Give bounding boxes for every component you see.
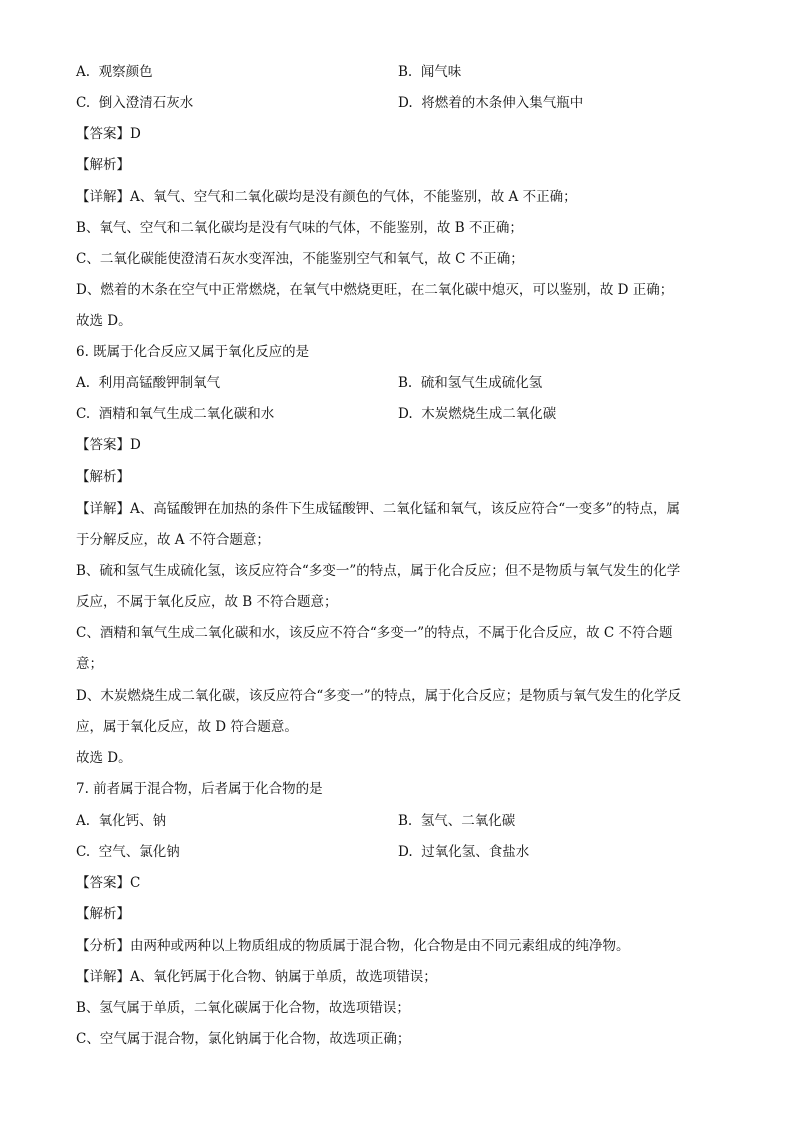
q5-analysis-heading: 【解析】	[76, 157, 130, 173]
option-key: A.	[76, 375, 91, 391]
q7-analysis-line: 【分析】由两种或两种以上物质组成的物质属于混合物，化合物是由不同元素组成的纯净物。	[76, 938, 630, 954]
option-text: 闻气味	[420, 64, 462, 80]
q6-stem: 6. 既属于化合反应又属于氧化反应的是	[76, 344, 310, 360]
option-key: C.	[76, 406, 91, 422]
q7-option-a	[76, 811, 166, 831]
option-key: B.	[398, 64, 413, 80]
q7-answer: 【答案】C	[76, 875, 141, 891]
q5-conclusion: 故选 D。	[76, 313, 132, 329]
q6-detail-line: C、酒精和氧气生成二氧化碳和水，该反应不符合“多变一”的特点，不属于化合反应，故 C 不符合题	[76, 625, 673, 641]
q5-detail-line: B、氧气、空气和二氧化碳均是没有气味的气体，不能鉴别，故 B 不正确；	[76, 220, 523, 236]
q6-detail-line: 于分解反应，故 A 不符合题意；	[76, 532, 270, 548]
q7-analysis-heading: 【解析】	[76, 906, 130, 922]
q7-option-b	[398, 811, 515, 831]
q5-option-a	[76, 62, 153, 82]
q5-option-d	[398, 93, 583, 113]
option-key: D.	[398, 95, 413, 111]
q7-detail-line: B、氢气属于单质，二氧化碳属于化合物，故选项错误；	[76, 1000, 410, 1016]
q5-option-c	[76, 93, 193, 113]
option-text: 将燃着的木条伸入集气瓶中	[421, 95, 584, 111]
q6-detail-line: 【详解】A、高锰酸钾在加热的条件下生成锰酸钾、二氧化锰和氧气，该反应符合“一变多”的特点，属	[76, 501, 681, 517]
option-key: B.	[398, 813, 413, 829]
option-text: 氧化钙、钠	[98, 813, 167, 829]
q6-option-b	[398, 373, 542, 393]
option-key: C.	[76, 844, 91, 860]
option-text: 倒入澄清石灰水	[98, 95, 194, 111]
q5-answer: 【答案】D	[76, 126, 141, 142]
q6-option-d	[398, 404, 556, 424]
q5-detail-line: C、二氧化碳能使澄清石灰水变浑浊，不能鉴别空气和氧气，故 C 不正确；	[76, 251, 524, 267]
option-key: A.	[76, 813, 91, 829]
q7-detail-line: C、空气属于混合物，氯化钠属于化合物，故选项正确；	[76, 1031, 411, 1047]
option-key: B.	[398, 375, 413, 391]
option-text: 木炭燃烧生成二氧化碳	[421, 406, 557, 422]
option-text: 氢气、二氧化碳	[420, 813, 516, 829]
q6-conclusion: 故选 D。	[76, 750, 132, 766]
q6-analysis-heading: 【解析】	[76, 469, 130, 485]
q6-detail-line: B、硫和氢气生成硫化氢，该反应符合“多变一”的特点，属于化合反应；但不是物质与氧气发生的化学	[76, 563, 681, 579]
q6-option-a	[76, 373, 220, 393]
q7-detail-line: 【详解】A、氧化钙属于化合物、钠属于单质，故选项错误；	[76, 969, 437, 985]
option-text: 空气、氯化钠	[98, 844, 180, 860]
q6-detail-line: 意；	[76, 656, 103, 672]
option-text: 硫和氢气生成硫化氢	[420, 375, 543, 391]
option-text: 过氧化氢、食盐水	[421, 844, 530, 860]
option-key: D.	[398, 406, 413, 422]
option-key: D.	[398, 844, 413, 860]
option-text: 观察颜色	[98, 64, 153, 80]
q5-detail-line: 【详解】A、氧气、空气和二氧化碳均是没有颜色的气体，不能鉴别，故 A 不正确；	[76, 189, 577, 205]
option-text: 酒精和氧气生成二氧化碳和水	[98, 406, 275, 422]
q5-detail-line: D、燃着的木条在空气中正常燃烧，在氧气中燃烧更旺，在二氧化碳中熄灭，可以鉴别，故 D 正确；	[76, 282, 674, 298]
q6-detail-line: 应，属于氧化反应，故 D 符合题意。	[76, 719, 298, 735]
q5-option-b	[398, 62, 461, 82]
q7-option-d	[398, 842, 529, 862]
q6-detail-line: 反应，不属于氧化反应，故 B 不符合题意；	[76, 594, 338, 610]
option-text: 利用高锰酸钾制氧气	[98, 375, 221, 391]
q6-answer: 【答案】D	[76, 437, 141, 453]
q6-detail-line: D、木炭燃烧生成二氧化碳，该反应符合“多变一”的特点，属于化合反应；是物质与氧气发生的化学反	[76, 688, 682, 704]
q7-stem: 7. 前者属于混合物，后者属于化合物的是	[76, 781, 323, 797]
q7-option-c	[76, 842, 180, 862]
option-key: C.	[76, 95, 91, 111]
q6-option-c	[76, 404, 274, 424]
option-key: A.	[76, 64, 91, 80]
